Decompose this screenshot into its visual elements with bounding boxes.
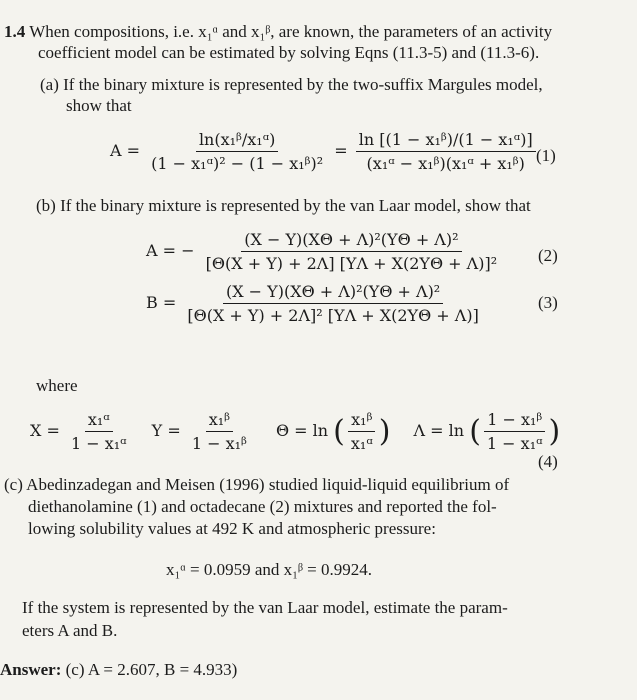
eq2-lhs: A = − [146,241,195,260]
part-c-line-1: (c) Abedinzadegan and Meisen (1996) studied liquid-liquid equilibrium of [4,475,510,494]
eq4-theta-lhs: Θ = ln [275,421,329,440]
eq2-numerator: (X − Y)(XΘ + Λ)²(YΘ + Λ)² [241,230,461,252]
equation-4 [30,410,560,453]
eq4-theta-fraction [348,410,376,453]
eq3-numerator: (X − Y)(XΘ + Λ)²(YΘ + Λ)² [223,282,443,304]
equation-1 [110,130,539,173]
eq4-lambda-numerator: 1 − x₁ᵝ [484,410,545,432]
eq1-numerator-2: ln [(1 − x₁ᵝ)/(1 − x₁ᵅ)] [356,130,536,152]
eq2-denominator: [Θ(X + Y) + 2Λ] [YΛ + X(2YΘ + Λ)]² [205,254,498,273]
eq4-x-lhs: X = [30,421,60,440]
eq4-theta-open-paren: ( [333,414,345,449]
eq1-lhs: A = [110,141,141,160]
eq3-lhs: B = [146,293,177,312]
answer-label: Answer: [0,660,62,679]
part-c-line-4: If the system is represented by the van Laar model, estimate the param- [22,598,508,617]
eq1-tag: (1) [536,146,556,165]
eq1-fraction-2 [356,130,536,173]
eq3-denominator: [Θ(X + Y) + 2Λ]² [YΛ + X(2YΘ + Λ)] [187,306,479,325]
eq1-equals: = [334,141,348,160]
part-a-line-2: show that [66,96,132,115]
solubility-values: x₁ᵅ = 0.0959 and x₁ᵝ = 0.9924. [166,560,372,579]
where-label: where [36,376,78,395]
eq3-fraction [184,282,481,325]
eq1-denominator-1: (1 − x₁ᵅ)² − (1 − x₁ᵝ)² [151,154,324,173]
equation-2 [146,230,503,273]
intro-line-2: coefficient model can be estimated by solving Eqns (11.3-5) and (11.3-6). [38,43,540,62]
eq4-lambda-lhs: Λ = ln [413,421,465,440]
eq4-lambda-fraction [484,410,546,453]
eq4-theta-denominator: x₁ᵅ [350,434,373,453]
eq4-x-fraction [68,410,130,453]
eq4-y-denominator: 1 − x₁ᵝ [191,434,247,453]
eq4-y-fraction [189,410,250,453]
eq4-y-lhs: Y = [151,421,181,440]
eq4-tag: (4) [538,452,558,471]
eq2-fraction [203,230,500,273]
eq2-tag: (2) [538,246,558,265]
eq4-x-denominator: 1 − x₁ᵅ [70,434,127,453]
problem-number: 1.4 [4,22,26,41]
answer-text: (c) A = 2.607, B = 4.933) [61,660,238,679]
eq4-x-numerator: x₁ᵅ [85,410,113,432]
eq1-fraction-1 [148,130,326,173]
part-a-line-1: (a) If the binary mixture is represented by the two-suffix Margules model, [40,75,543,94]
intro-line-1 [4,22,552,42]
part-b-line: (b) If the binary mixture is represented by the van Laar model, show that [36,196,531,215]
intro-text-1: When compositions, i.e. x₁ᵅ and x₁ᵝ, are known, the parameters of an activity [29,22,553,41]
part-c-line-3: lowing solubility values at 492 K and atmospheric pressure: [28,519,436,538]
part-c-line-5: eters A and B. [22,621,118,640]
eq4-lambda-close-paren: ) [548,414,561,449]
answer-line [0,660,237,680]
eq4-lambda-open-paren: ( [469,414,481,449]
eq4-theta-numerator: x₁ᵝ [348,410,375,432]
eq3-tag: (3) [538,293,558,312]
eq4-lambda-denominator: 1 − x₁ᵅ [486,434,543,453]
eq1-numerator-1: ln(x₁ᵝ/x₁ᵅ) [196,130,278,152]
equation-3 [146,282,485,325]
part-c-line-2: diethanolamine (1) and octadecane (2) mixtures and reported the fol- [28,497,497,516]
eq4-y-numerator: x₁ᵝ [206,410,233,432]
eq1-denominator-2: (x₁ᵅ − x₁ᵝ)(x₁ᵅ + x₁ᵝ) [366,154,525,173]
eq4-theta-close-paren: ) [378,414,391,449]
